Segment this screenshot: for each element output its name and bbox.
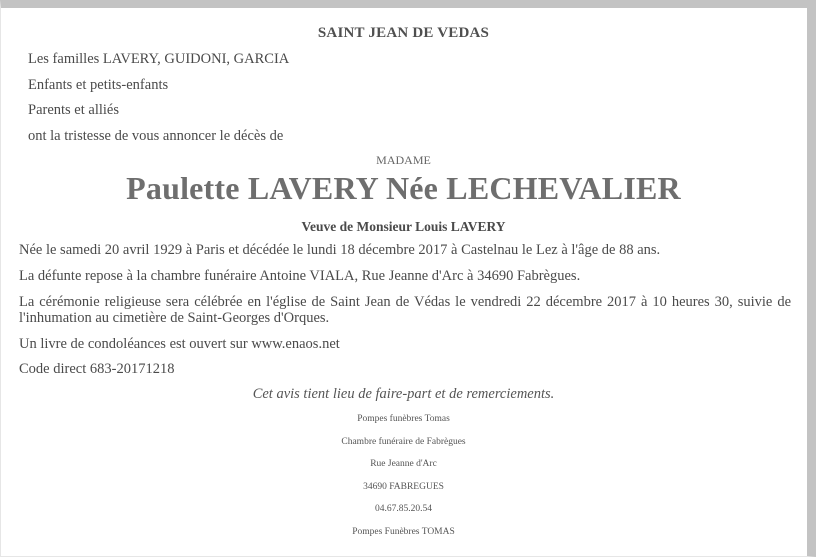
deceased-name: Paulette LAVERY Née LECHEVALIER: [126, 170, 681, 206]
rest-place-paragraph: La défunte repose à la chambre funéraire Antoine VIALA, Rue Jeanne d'Arc à 34690 Fabrègues.: [19, 268, 581, 284]
family-line: ont la tristesse de vous annoncer le décès de: [28, 128, 284, 144]
footer-line: Pompes Funèbres TOMAS: [352, 527, 455, 537]
birth-death-paragraph: Née le samedi 20 avril 1929 à Paris et décédée le lundi 18 décembre 2017 à Castelnau le Lez à l'âge de 88 ans.: [19, 242, 661, 258]
condolence-paragraph: Un livre de condoléances est ouvert sur www.enaos.net: [19, 336, 340, 352]
family-line: Les familles LAVERY, GUIDONI, GARCIA: [28, 51, 290, 67]
ceremony-paragraph: La cérémonie religieuse sera célébrée en l'église de Saint Jean de Védas le vendredi 22 décembre 2017 à 10 heures 30, suivie de l'inhumation au cimetière de Saint-Georges d'Orques.: [19, 294, 791, 326]
title-madame: MADAME: [376, 153, 431, 167]
location-heading: SAINT JEAN DE VEDAS: [317, 25, 490, 41]
family-line: Parents et alliés: [28, 102, 120, 118]
footer-line: Rue Jeanne d'Arc: [370, 459, 437, 469]
footer-line: Pompes funèbres Tomas: [357, 414, 450, 424]
footer-phone: 04.67.85.20.54: [375, 504, 432, 514]
family-line: Enfants et petits-enfants: [28, 77, 169, 93]
footer-line: 34690 FABREGUES: [363, 482, 444, 492]
widow-of: Veuve de Monsieur Louis LAVERY: [301, 219, 506, 234]
footer-line: Chambre funéraire de Fabrègues: [341, 437, 466, 447]
closing-note: Cet avis tient lieu de faire-part et de remerciements.: [252, 386, 555, 402]
code-direct-paragraph: Code direct 683-20171218: [19, 361, 175, 377]
